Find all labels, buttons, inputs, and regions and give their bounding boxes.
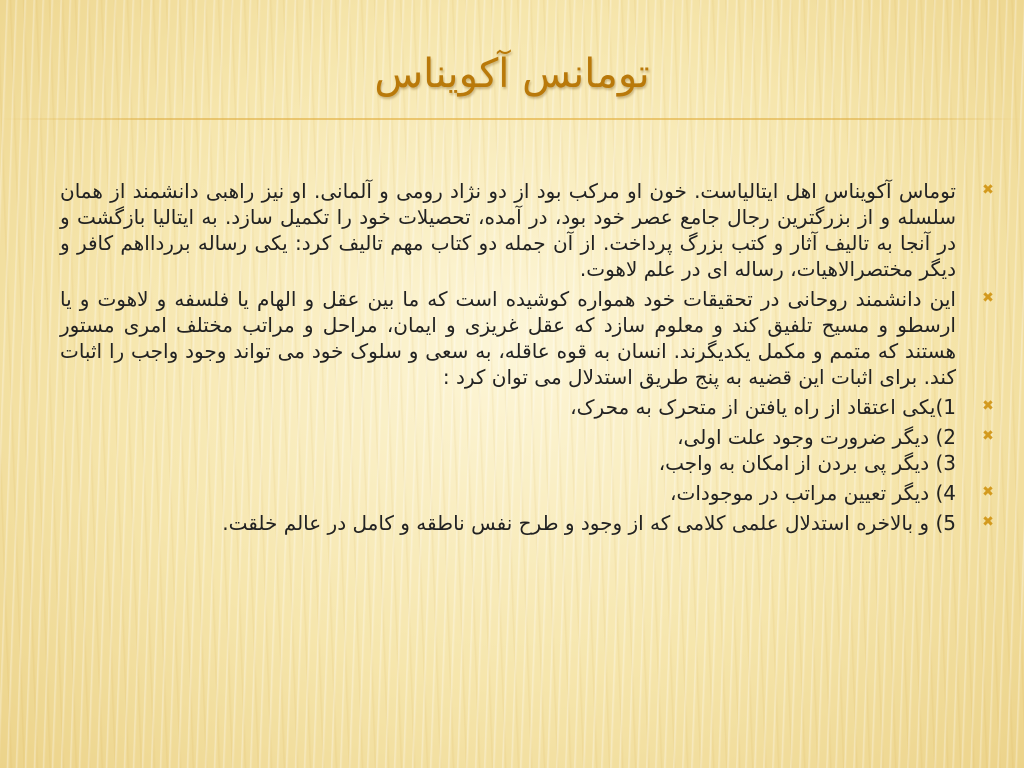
- bullet-text: این دانشمند روحانی در تحقیقات خود همواره کوشیده است که ما بین عقل و الهام یا فلسفه و لاهوت و یا ارسطو و مسیح تلفیق کند و معلوم سازد که عقل غریزی و ایمان، مراحل و مراتب مختلف امری مستور هستند که متمم و مکمل یکدیگرند. انسان به قوه عاقله، به سعی و سلوک خود می تواند وجود واجب را اثبات کند. برای اثبات این قضیه به پنج طریق استدلال می توان کرد :: [60, 287, 956, 389]
- x-bullet-icon: ✖: [982, 182, 994, 198]
- slide-body: [50, 178, 1000, 540]
- x-bullet-icon: ✖: [982, 514, 994, 530]
- bullet-item: [50, 286, 1000, 390]
- bullet-text: 2) دیگر ضرورت وجود علت اولی،: [677, 425, 956, 449]
- x-bullet-icon: ✖: [982, 428, 994, 444]
- bullet-text-continuation: 3) دیگر پی بردن از امکان به واجب،: [658, 451, 956, 475]
- bullet-item: [50, 510, 1000, 536]
- title-divider: [0, 118, 1024, 120]
- bullet-item: [50, 424, 1000, 476]
- bullet-list: [50, 178, 1000, 536]
- bullet-item: [50, 394, 1000, 420]
- bullet-text: 4) دیگر تعیین مراتب در موجودات،: [670, 481, 956, 505]
- bullet-text: 5) و بالاخره استدلال علمی کلامی که از وجود و طرح نفس ناطقه و کامل در عالم خلقت.: [222, 511, 956, 535]
- bullet-item: [50, 480, 1000, 506]
- bullet-text: 1)یکی اعتقاد از راه یافتن از متحرک به محرک،: [570, 395, 956, 419]
- x-bullet-icon: ✖: [982, 398, 994, 414]
- x-bullet-icon: ✖: [982, 484, 994, 500]
- x-bullet-icon: ✖: [982, 290, 994, 306]
- slide-title: تومانس آکویناس: [374, 51, 650, 97]
- bullet-item: [50, 178, 1000, 282]
- bullet-text: توماس آکویناس اهل ایتالیاست. خون او مرکب بود از دو نژاد رومی و آلمانی. او نیز راهبی دانشمند از همان سلسله و از بزرگترین رجال جامع عصر خود بود، در آمده، تحصیلات خود را تکمیل سازد. به ایتالیا بازگشت و در آنجا به تالیف آثار و کتب بزرگ پرداخت. از آن جمله دو کتاب مهم تالیف کرد: یکی رساله برردااهم کافر و دیگر مختصرالاهیات، رساله ای در علم لاهوت.: [60, 179, 956, 281]
